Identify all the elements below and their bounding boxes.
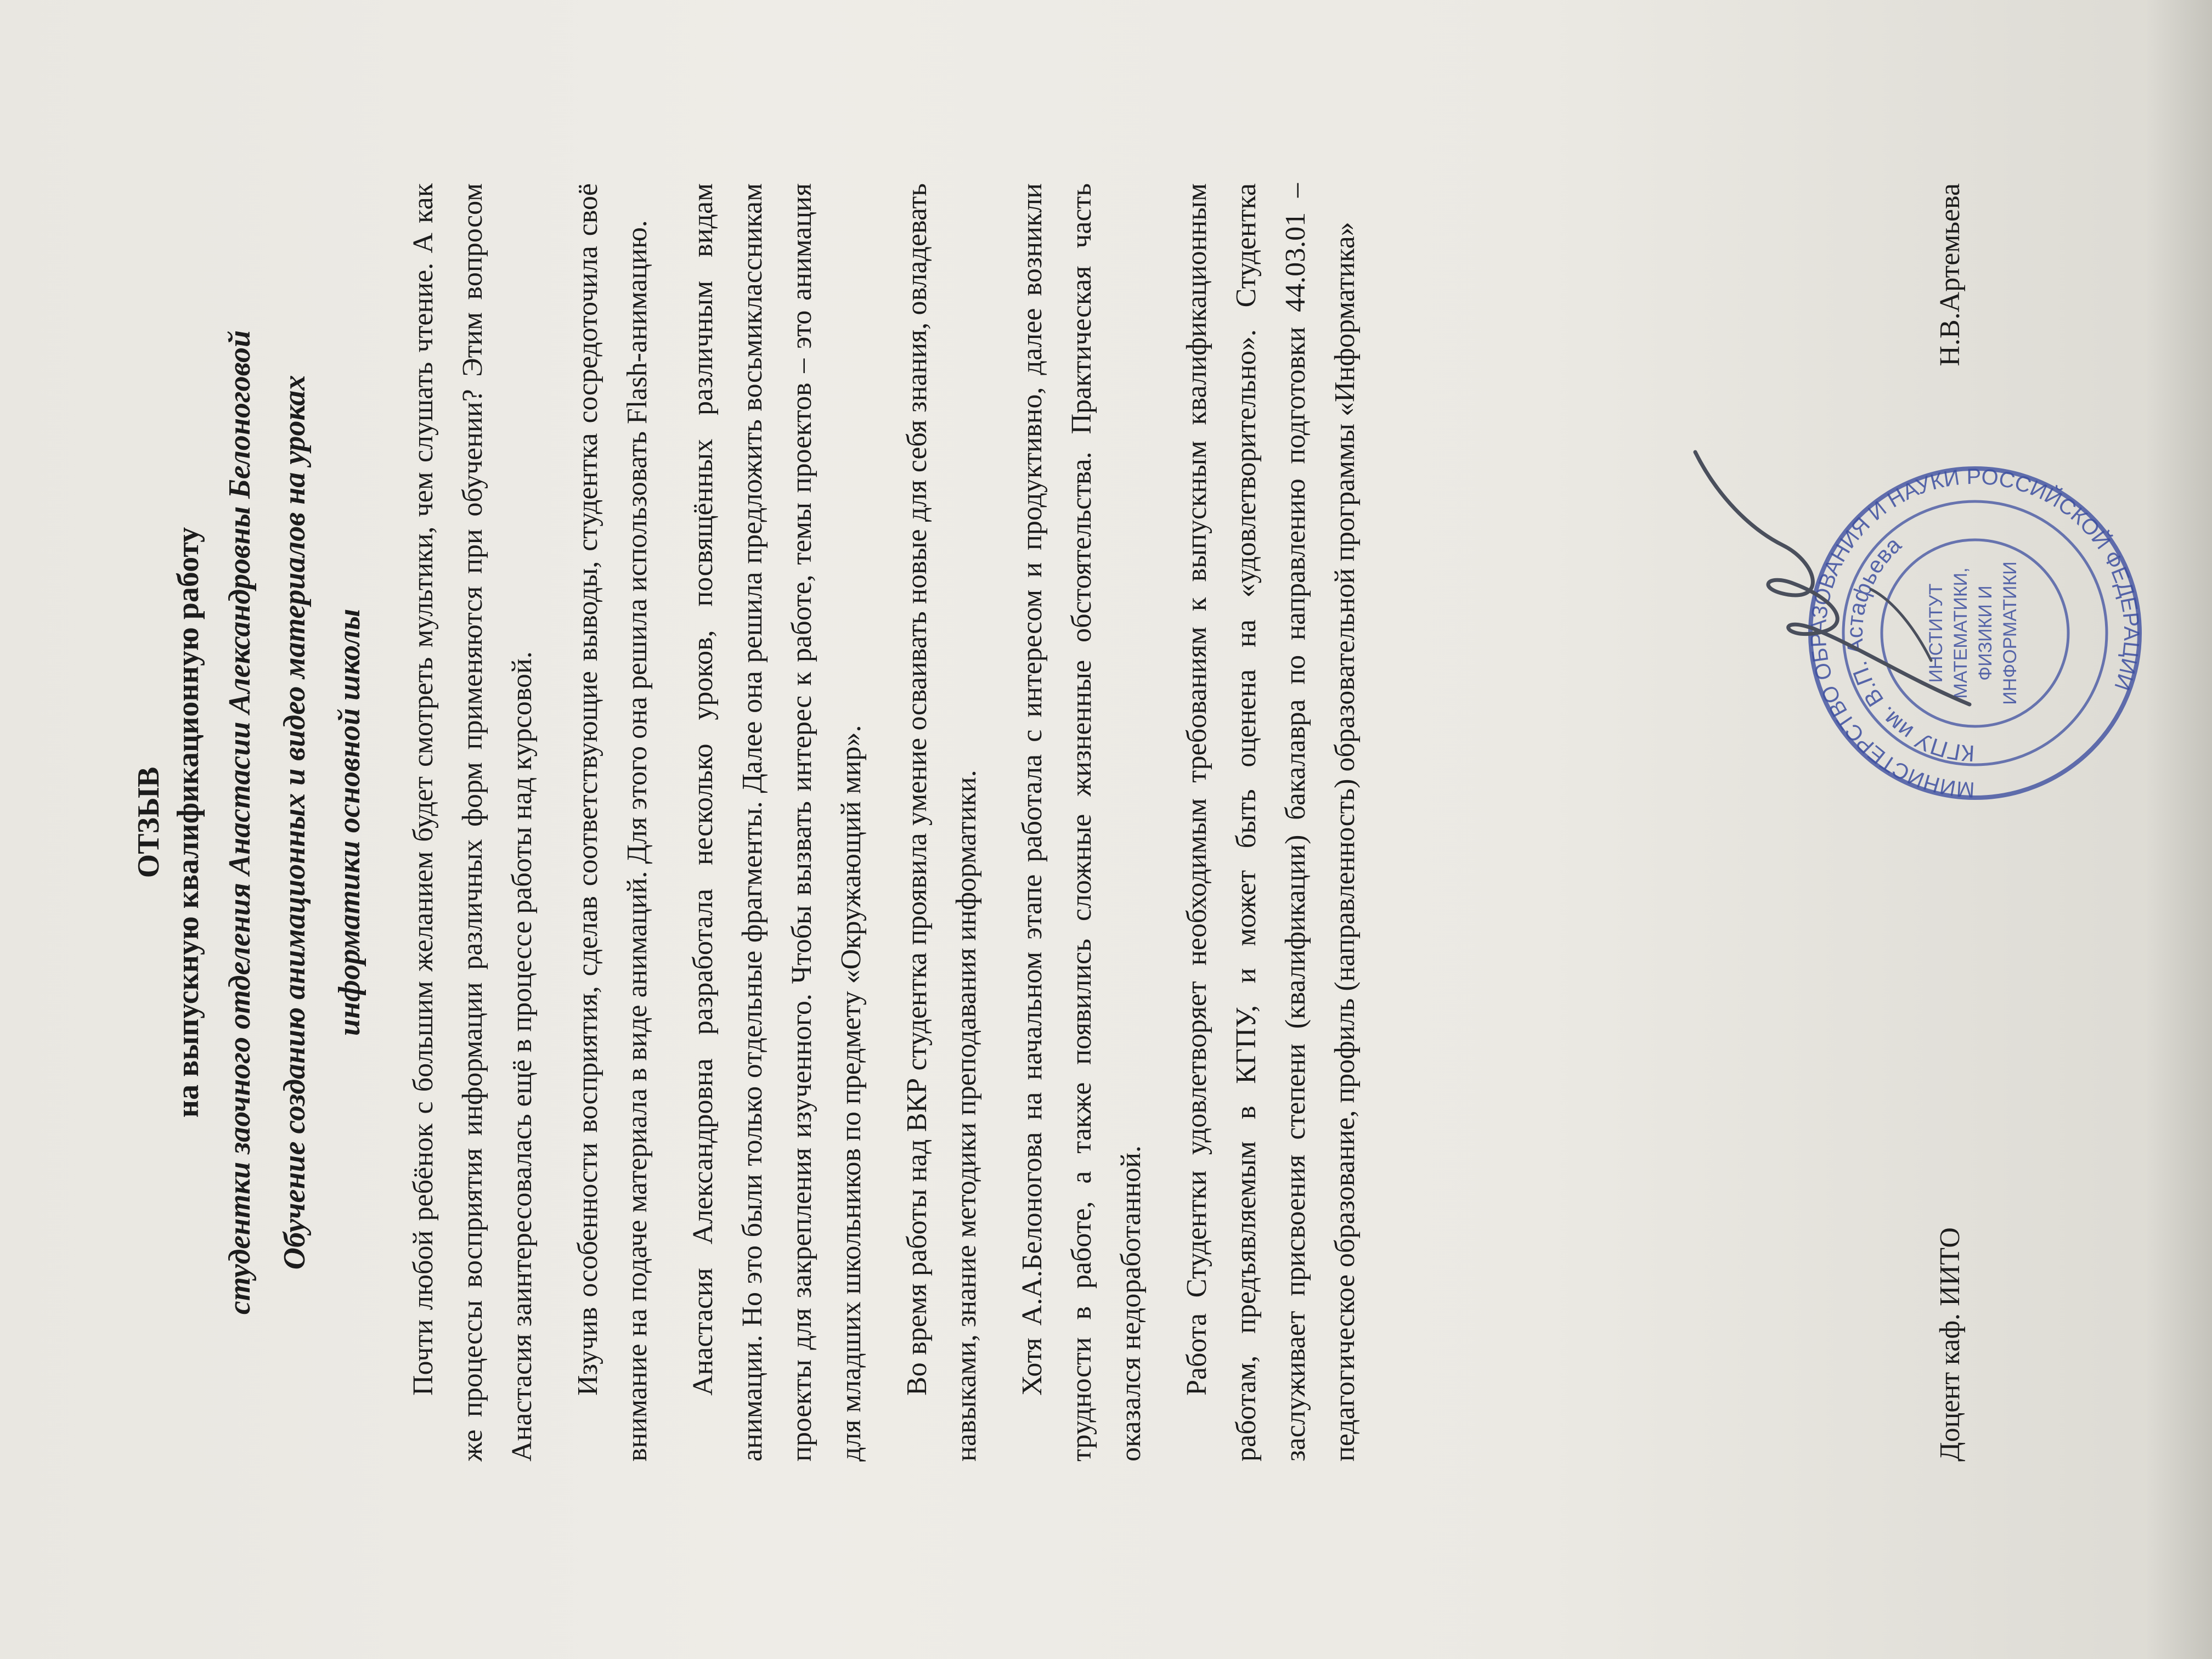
document-subtitle: на выпускную квалификационную работу <box>171 527 205 1118</box>
student-line: студентки заочного отделения Анастасии Александровны Белоноговой <box>223 330 257 1315</box>
stamp-outer-text: МИНИСТЕРСТВО ОБРАЗОВАНИЯ И НАУКИ РОССИЙСКОЙ ФЕДЕРАЦИИ <box>1806 464 2144 802</box>
handwritten-signature <box>1673 419 2002 726</box>
paragraph-1: Почти любой ребёнок с большим желанием будет смотреть мультики, чем слушать чтение. А как же процессы восприятия информации различных форм применяются при обучении? Этим вопросом Анастасия заинтересовалась ещё в процессе работы над курсовой. <box>408 183 538 1462</box>
signer-name: Н.В.Артемьева <box>1934 183 1966 366</box>
paragraph-6: Работа Студентки удовлетворяет необходимым требованиям к выпускным квалификационным работам, предъявляемым в КГПУ, и может быть оценена на «удовлетворительно». Студентка заслуживает присвоения степени (квалификации) бакалавра по направлению подготовки 44.03.01 – педагогическое образование, профиль (направленность) образовательной программы «Информатика» <box>1181 183 1361 1462</box>
topic-line-2: информатики основной школы <box>332 608 366 1036</box>
paragraph-3: Анастасия Александровна разработала несколько уроков, посвящённых различным видам анимации. Но это были только отдельные фрагменты. Далее она решила предложить восьмиклассникам проекты для закрепления изученного. Чтобы вызвать интерес к работе, темы проектов – это анимация для младших школьников по предмету «Окружающий мир». <box>687 183 867 1462</box>
paragraph-5: Хотя А.А.Белоногова на начальном этапе работала с интересом и продуктивно, далее возникли трудности в работе, а также появились сложные жизненные обстоятельства. Практическая часть оказался недоработанной. <box>1017 183 1147 1462</box>
topic-line-1: Обучение созданию анимационных и видео материалов на уроках <box>278 375 312 1270</box>
paragraph-2: Изучив особенности восприятия, сделав соответствующие выводы, студентка сосредоточила своё внимание на подаче материала в виде анимаций. Для этого она решила использовать Flash-анимацию. <box>572 183 653 1462</box>
paragraph-4: Во время работы над ВКР студентка проявила умение осваивать новые для себя знания, овладевать навыками, знание методики преподавания информатики. <box>901 183 982 1462</box>
signer-position: Доцент каф. ИИТО <box>1934 1227 1966 1462</box>
stamp-center-line-4: ИНФОРМАТИКИ <box>2000 561 2021 705</box>
stamp-center-line-2: МАТЕМАТИКИ, <box>1950 567 1971 699</box>
document-title: ОТЗЫВ <box>132 766 166 878</box>
stamp-center-line-1: ИНСТИТУТ <box>1926 583 1946 683</box>
topic-title <box>267 183 377 1462</box>
document-body <box>129 183 1386 1462</box>
stamp-center-line-3: ФИЗИКИ И <box>1975 585 1996 681</box>
stamp-inner-text: КГПУ им. В.П. Астафьева <box>1841 531 1976 767</box>
